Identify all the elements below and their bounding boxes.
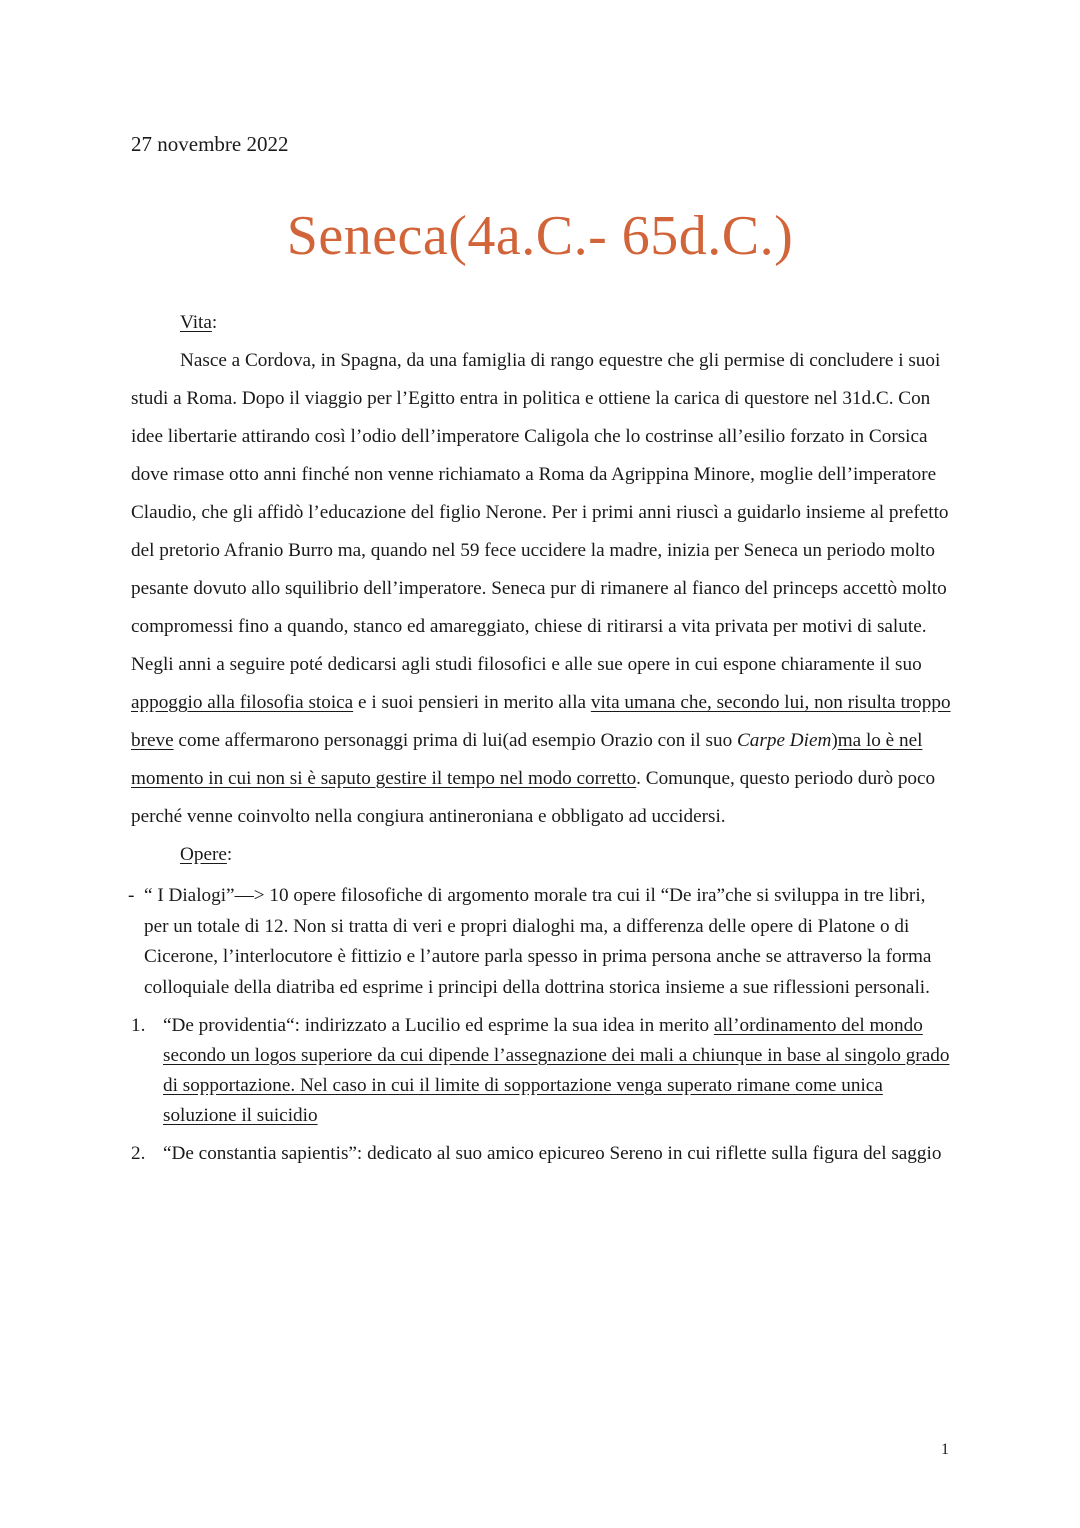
vita-text-5: . Comunque, questo periodo durò poco perché venne coinvolto nella congiura antineroniana e obbligato ad uccidersi. bbox=[131, 768, 936, 827]
vita-underline-2: vita umana che, secondo lui, non risulta troppo breve bbox=[131, 692, 951, 751]
list-item-dialogi bbox=[128, 881, 953, 1003]
document-date: 27 novembre 2022 bbox=[131, 132, 289, 156]
opere-list bbox=[128, 881, 953, 1169]
section-heading-opere bbox=[180, 836, 953, 874]
list-bullet-dash: - bbox=[128, 885, 135, 906]
document-title: Seneca(4a.C.- 65d.C.) bbox=[286, 205, 794, 267]
list-number: 1. bbox=[131, 1015, 146, 1036]
list-item-de-constantia bbox=[131, 1139, 953, 1169]
page-number: 1 bbox=[941, 1441, 949, 1458]
section-heading-vita-colon: : bbox=[211, 312, 218, 333]
section-heading-opere-label: Opere bbox=[180, 844, 227, 865]
list-item-dialogi-text: “ I Dialogi”—> 10 opere filosofiche di argomento morale tra cui il “De ira”che si sviluppa in tre libri, per un totale di 12. Non si tratta di veri e propri dialoghi ma, a differenza delle opere di Platone o di Cicerone, l’interlocutore è fittizio e l’autore parla spesso in prima persona anche se attraverso la forma colloquiale della diatriba ed esprime i principi della dottrina storica insieme a sue riflessioni personali. bbox=[144, 885, 932, 998]
section-heading-vita-label: Vita bbox=[180, 312, 212, 333]
vita-text-2: e i suoi pensieri in merito alla bbox=[353, 692, 591, 713]
list-item-underlined-text: all’ordinamento del mondo secondo un logos superiore da cui dipende l’assegnazione dei mali a chiunque in base al singolo grado di sopportazione. Nel caso in cui il limite di sopportazione venga superato rimane come unica soluzione il suicidio bbox=[163, 1015, 950, 1126]
document-body bbox=[128, 304, 953, 1169]
vita-underline-3: ma lo è nel momento in cui non si è saputo gestire il tempo nel modo corretto bbox=[131, 730, 923, 789]
vita-text-3: come affermarono personaggi prima di lui(ad esempio Orazio con il suo bbox=[173, 730, 737, 751]
vita-italic-carpe-diem: Carpe Diem bbox=[737, 730, 832, 751]
list-item-text: “De constantia sapientis”: dedicato al suo amico epicureo Sereno in cui riflette sulla figura del saggio bbox=[163, 1143, 942, 1164]
vita-paragraph bbox=[131, 342, 953, 836]
section-heading-opere-colon: : bbox=[226, 844, 233, 865]
section-heading-vita bbox=[180, 304, 953, 342]
vita-text-1: Nasce a Cordova, in Spagna, da una famiglia di rango equestre che gli permise di concludere i suoi studi a Roma. Dopo il viaggio per l’Egitto entra in politica e ottiene la carica di questore nel 31d.C. Con idee libertarie attirando così l’odio dell’imperatore Caligola che lo costrinse all’esilio forzato in Corsica dove rimase otto anni finché non venne richiamato a Roma da Agrippina Minore, moglie dell’imperatore Claudio, che gli affidò l’educazione del figlio Nerone. Per i primi anni riuscì a guidarlo insieme al prefetto del pretorio Afranio Burro ma, quando nel 59 fece uccidere la madre, inizia per Seneca un periodo molto pesante dovuto allo squilibrio dell’imperatore. Seneca pur di rimanere al fianco del princeps accettò molto compromessi fino a quando, stanco ed amareggiato, chiese di ritirarsi a vita privata per motivi di salute. Negli anni a seguire poté dedicarsi agli studi filosofici e alle sue opere in cui espone chiaramente il suo bbox=[131, 350, 949, 675]
list-item-de-providentia bbox=[131, 1011, 953, 1131]
list-number: 2. bbox=[131, 1143, 146, 1164]
vita-text-4: ) bbox=[831, 730, 838, 751]
list-item-text: “De providentia“: indirizzato a Lucilio ed esprime la sua idea in merito bbox=[163, 1015, 714, 1036]
vita-underline-1: appoggio alla filosofia stoica bbox=[131, 692, 354, 713]
